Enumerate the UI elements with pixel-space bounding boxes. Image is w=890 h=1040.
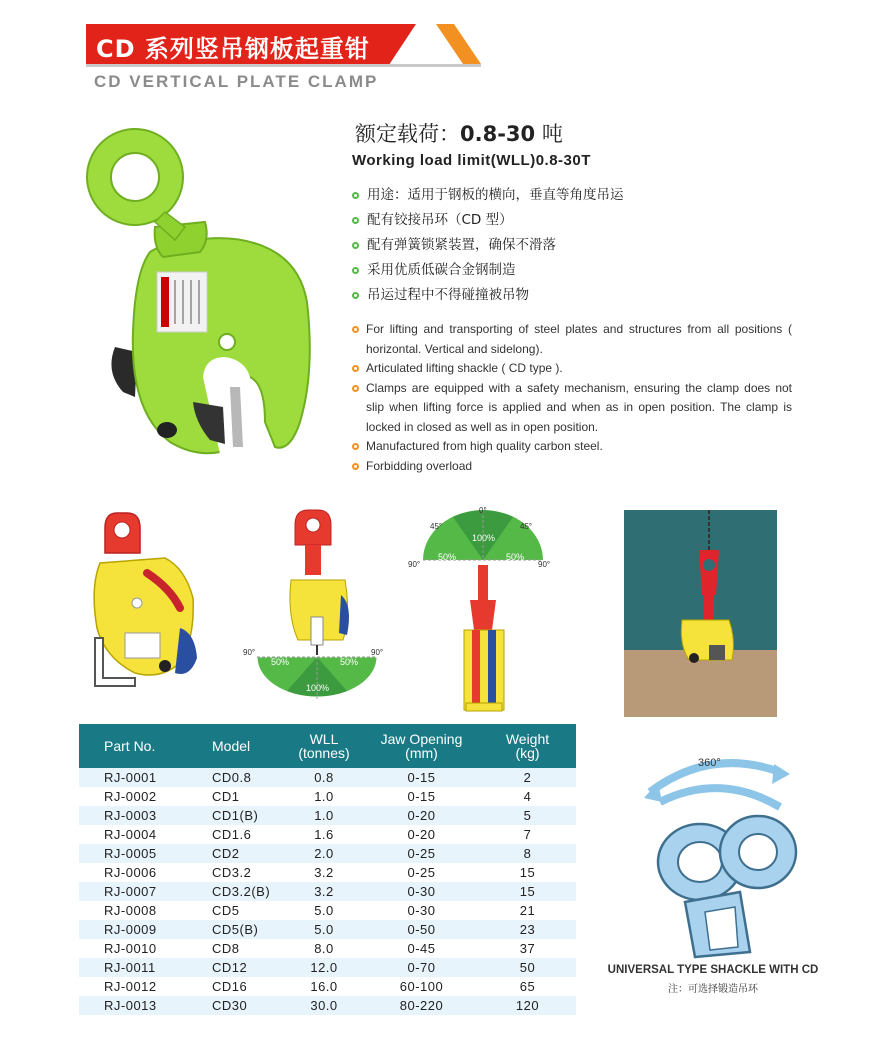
- cell-wll: 8.0: [284, 939, 364, 958]
- cell-wll: 1.6: [284, 825, 364, 844]
- cell-wll: 1.0: [284, 806, 364, 825]
- universal-shackle-illustration: [640, 752, 810, 962]
- cell-wll: 2.0: [284, 844, 364, 863]
- cell-weight: 23: [479, 920, 576, 939]
- cell-model: CD5: [184, 901, 284, 920]
- bullet-icon: [352, 385, 359, 392]
- rotation-label: 360°: [698, 757, 721, 769]
- col-header-model: Model: [184, 724, 284, 768]
- col-header-wll: WLL (tonnes): [284, 724, 364, 768]
- cell-model: CD0.8: [184, 768, 284, 787]
- cell-wll: 12.0: [284, 958, 364, 977]
- cell-jaw-opening: 0-50: [364, 920, 479, 939]
- cell-weight: 7: [479, 825, 576, 844]
- cell-jaw-opening: 0-20: [364, 806, 479, 825]
- cell-weight: 65: [479, 977, 576, 996]
- up-center-label: 100%: [472, 533, 496, 543]
- list-item: For lifting and transporting of steel plates and structures from all positions ( horizontal. Vertical and sidelong).: [352, 320, 792, 359]
- cell-part-no: RJ-0005: [79, 844, 184, 863]
- bullet-icon: [352, 292, 359, 299]
- cell-part-no: RJ-0010: [79, 939, 184, 958]
- cell-model: CD30: [184, 996, 284, 1015]
- col-header-part-no: Part No.: [79, 724, 184, 768]
- cell-jaw-opening: 0-25: [364, 844, 479, 863]
- cell-jaw-opening: 0-15: [364, 768, 479, 787]
- down-right-90-label: 90°: [371, 648, 384, 657]
- load-rating-en: Working load limit(WLL)0.8-30T: [352, 152, 591, 169]
- up-side-right-label: 50%: [506, 552, 525, 562]
- cell-part-no: RJ-0002: [79, 787, 184, 806]
- cell-model: CD8: [184, 939, 284, 958]
- lifting-angle-down-diagram: [243, 505, 388, 700]
- table-row: [79, 806, 576, 825]
- lifting-angle-up-diagram: [408, 505, 558, 715]
- table-header-row: [79, 724, 576, 768]
- table-row: [79, 939, 576, 958]
- table-row: [79, 901, 576, 920]
- cell-weight: 2: [479, 768, 576, 787]
- cell-jaw-opening: 0-25: [364, 863, 479, 882]
- cell-part-no: RJ-0001: [79, 768, 184, 787]
- list-item: 采用优质低碳合金钢制造: [352, 258, 624, 283]
- load-rating-cn: [355, 118, 563, 148]
- bullet-icon: [352, 463, 359, 470]
- up-right-90-label: 90°: [538, 560, 551, 569]
- features-en-list: [352, 320, 792, 476]
- bullet-icon: [352, 192, 359, 199]
- load-unit: 吨: [535, 122, 563, 146]
- spec-table: [79, 724, 576, 1015]
- cell-weight: 8: [479, 844, 576, 863]
- cell-wll: 3.2: [284, 882, 364, 901]
- cell-weight: 4: [479, 787, 576, 806]
- cell-jaw-opening: 0-70: [364, 958, 479, 977]
- table-row: [79, 882, 576, 901]
- table-row: [79, 977, 576, 996]
- load-label: 额定载荷：: [355, 122, 460, 146]
- up-side-left-label: 50%: [438, 552, 457, 562]
- cell-weight: 50: [479, 958, 576, 977]
- cell-model: CD1: [184, 787, 284, 806]
- page-title: CD 系列竖吊钢板起重钳: [96, 35, 370, 63]
- bullet-icon: [352, 326, 359, 333]
- table-row: [79, 844, 576, 863]
- list-item: 配有弹簧锁紧装置，确保不滑落: [352, 233, 624, 258]
- cell-part-no: RJ-0011: [79, 958, 184, 977]
- up-right-45-label: 45°: [520, 522, 533, 531]
- col-header-weight: Weight (kg): [479, 724, 576, 768]
- table-row: [79, 996, 576, 1015]
- cell-jaw-opening: 0-15: [364, 787, 479, 806]
- cell-wll: 5.0: [284, 920, 364, 939]
- list-item: Clamps are equipped with a safety mechanism, ensuring the clamp does not slip when lifting force is applied and when as in open position. The clamp is locked in closed as well as in open position.: [352, 379, 792, 438]
- bullet-icon: [352, 365, 359, 372]
- cell-jaw-opening: 0-45: [364, 939, 479, 958]
- table-row: [79, 958, 576, 977]
- cell-jaw-opening: 0-30: [364, 882, 479, 901]
- cell-jaw-opening: 80-220: [364, 996, 479, 1015]
- cell-model: CD16: [184, 977, 284, 996]
- cell-model: CD12: [184, 958, 284, 977]
- bullet-icon: [352, 443, 359, 450]
- list-item: Manufactured from high quality carbon steel.: [352, 437, 792, 457]
- table-row: [79, 863, 576, 882]
- header-banner: [86, 24, 416, 64]
- list-item: 吊运过程中不得碰撞被吊物: [352, 283, 624, 308]
- list-item: Articulated lifting shackle ( CD type ).: [352, 359, 792, 379]
- bullet-icon: [352, 242, 359, 249]
- cell-model: CD3.2: [184, 863, 284, 882]
- cell-wll: 1.0: [284, 787, 364, 806]
- table-row: [79, 787, 576, 806]
- cell-part-no: RJ-0012: [79, 977, 184, 996]
- cell-weight: 15: [479, 863, 576, 882]
- cell-weight: 120: [479, 996, 576, 1015]
- table-row: [79, 768, 576, 787]
- cell-model: CD1(B): [184, 806, 284, 825]
- cell-weight: 15: [479, 882, 576, 901]
- cell-wll: 3.2: [284, 863, 364, 882]
- up-0-label: 0°: [479, 506, 487, 515]
- shackle-caption: UNIVERSAL TYPE SHACKLE WITH CD: [607, 964, 819, 976]
- cell-jaw-opening: 0-30: [364, 901, 479, 920]
- clamp-on-angle-diagram: [85, 508, 215, 688]
- cell-part-no: RJ-0013: [79, 996, 184, 1015]
- load-value: 0.8-30: [460, 122, 536, 146]
- cell-wll: 30.0: [284, 996, 364, 1015]
- down-side-left-label: 50%: [271, 657, 290, 667]
- table-row: [79, 825, 576, 844]
- cell-wll: 5.0: [284, 901, 364, 920]
- down-center-label: 100%: [306, 683, 330, 693]
- up-left-90-label: 90°: [408, 560, 421, 569]
- cell-weight: 37: [479, 939, 576, 958]
- list-item: 用途：适用于钢板的横向，垂直等角度吊运: [352, 183, 624, 208]
- cell-part-no: RJ-0003: [79, 806, 184, 825]
- table-row: [79, 920, 576, 939]
- shackle-note: 注：可选择锻造吊环: [668, 984, 758, 995]
- cell-model: CD5(B): [184, 920, 284, 939]
- product-photo: [75, 122, 335, 477]
- cell-weight: 5: [479, 806, 576, 825]
- cell-wll: 16.0: [284, 977, 364, 996]
- cell-part-no: RJ-0006: [79, 863, 184, 882]
- cell-model: CD3.2(B): [184, 882, 284, 901]
- cell-wll: 0.8: [284, 768, 364, 787]
- page-subtitle: CD VERTICAL PLATE CLAMP: [94, 72, 379, 91]
- col-header-jaw-opening: Jaw Opening (mm): [364, 724, 479, 768]
- banner-underline: [86, 64, 481, 67]
- bullet-icon: [352, 217, 359, 224]
- up-left-45-label: 45°: [430, 522, 443, 531]
- cell-model: CD1.6: [184, 825, 284, 844]
- cell-model: CD2: [184, 844, 284, 863]
- features-cn-list: [352, 183, 624, 308]
- cell-weight: 21: [479, 901, 576, 920]
- list-item: 配有铰接吊环（CD 型）: [352, 208, 624, 233]
- down-left-90-label: 90°: [243, 648, 256, 657]
- cell-part-no: RJ-0008: [79, 901, 184, 920]
- bullet-icon: [352, 267, 359, 274]
- list-item: Forbidding overload: [352, 457, 792, 477]
- banner-orange-stripe: [421, 24, 481, 64]
- cell-part-no: RJ-0009: [79, 920, 184, 939]
- cell-part-no: RJ-0007: [79, 882, 184, 901]
- clamp-in-use-photo: [624, 510, 777, 717]
- cell-jaw-opening: 60-100: [364, 977, 479, 996]
- cell-jaw-opening: 0-20: [364, 825, 479, 844]
- down-side-right-label: 50%: [340, 657, 359, 667]
- cell-part-no: RJ-0004: [79, 825, 184, 844]
